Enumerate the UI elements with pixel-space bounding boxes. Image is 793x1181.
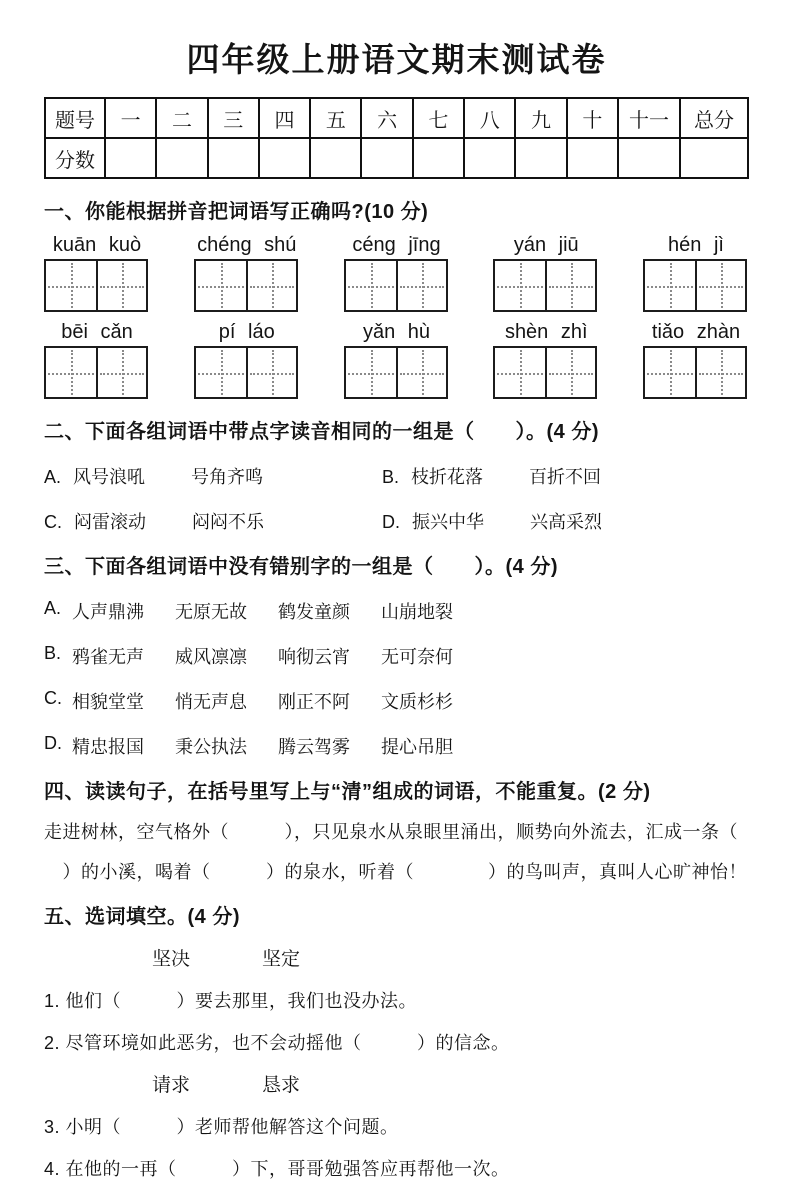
tianzige-cell bbox=[545, 261, 595, 310]
score-table-header-cell: 总分 bbox=[680, 98, 748, 138]
pinyin-label: kuān kuò bbox=[52, 234, 142, 256]
score-table-header-row bbox=[45, 98, 748, 138]
score-table-score-row bbox=[45, 138, 748, 178]
fill-blank-item: 4. 在他的一再（ ）下，哥哥勉强答应再帮他一次。 bbox=[44, 1159, 510, 1179]
option-word: 精忠报国 bbox=[72, 737, 144, 757]
tianzige-cell bbox=[645, 261, 695, 310]
option-word: 兴高采烈 bbox=[530, 512, 602, 532]
tianzige-cell bbox=[495, 261, 545, 310]
word-bank-item: 请求 bbox=[152, 1075, 191, 1096]
tianzige-cell bbox=[396, 348, 446, 397]
pinyin-label: hén jì bbox=[668, 234, 724, 256]
option-letter: B. bbox=[382, 467, 400, 487]
score-cell bbox=[259, 138, 310, 178]
pinyin-label: shèn zhì bbox=[504, 321, 588, 343]
option-word: 威风凛凛 bbox=[175, 647, 247, 667]
option-word: 秉公执法 bbox=[175, 737, 247, 757]
word-bank-item: 坚定 bbox=[262, 949, 301, 970]
tianzige-cell bbox=[246, 261, 296, 310]
score-table-header-cell: 十一 bbox=[618, 98, 680, 138]
word-bank-2 bbox=[152, 1070, 749, 1097]
fill-blank-sentence: 走进树林，空气格外（ ），只见泉水从泉眼里涌出，顺势向外流去，汇成一条（ bbox=[44, 822, 738, 842]
pinyin-label: chéng shú bbox=[197, 234, 297, 256]
option-item-a bbox=[44, 463, 382, 489]
option-word: 山崩地裂 bbox=[381, 602, 453, 622]
tianzige-cell bbox=[346, 348, 396, 397]
option-item-b bbox=[382, 463, 749, 489]
tianzige-cell bbox=[695, 261, 745, 310]
score-table-header-cell: 九 bbox=[515, 98, 566, 138]
section-4-heading: 四、读读句子，在括号里写上与“清”组成的词语，不能重复。(2 分) bbox=[44, 781, 651, 803]
tianzige-grid bbox=[493, 259, 597, 312]
option-row bbox=[44, 733, 749, 759]
option-word: 百折不回 bbox=[529, 467, 602, 487]
score-cell bbox=[310, 138, 361, 178]
score-table bbox=[44, 97, 749, 179]
pinyin-word-group bbox=[344, 321, 450, 399]
pinyin-word-group bbox=[493, 234, 599, 312]
option-row bbox=[44, 643, 749, 669]
pinyin-label: tiǎo zhàn bbox=[651, 321, 741, 343]
pinyin-label: yán jiū bbox=[513, 234, 579, 256]
pinyin-label: bēi cǎn bbox=[61, 321, 133, 343]
tianzige-grid bbox=[44, 259, 148, 312]
option-letter: C. bbox=[44, 688, 62, 708]
option-word: 腾云驾雾 bbox=[278, 737, 350, 757]
word-bank-item: 坚决 bbox=[152, 949, 191, 970]
tianzige-cell bbox=[196, 261, 246, 310]
score-table-header-cell: 六 bbox=[361, 98, 412, 138]
tianzige-cell bbox=[396, 261, 446, 310]
option-letter: A. bbox=[44, 467, 62, 487]
section-1-heading: 一、你能根据拼音把词语写正确吗?(10 分) bbox=[44, 201, 429, 223]
score-table-header-cell: 八 bbox=[464, 98, 515, 138]
score-cell bbox=[105, 138, 156, 178]
pinyin-word-group bbox=[344, 234, 450, 312]
tianzige-cell bbox=[695, 348, 745, 397]
pinyin-word-group bbox=[643, 234, 749, 312]
section-3-heading: 三、下面各组词语中没有错别字的一组是（ ）。(4 分) bbox=[44, 556, 558, 578]
tianzige-grid bbox=[344, 346, 448, 399]
score-table-header-cell: 三 bbox=[208, 98, 259, 138]
pinyin-word-group bbox=[493, 321, 599, 399]
tianzige-cell bbox=[246, 348, 296, 397]
option-word: 响彻云宵 bbox=[278, 647, 350, 667]
tianzige-cell bbox=[46, 261, 96, 310]
tianzige-grid bbox=[194, 346, 298, 399]
option-item-d bbox=[382, 508, 749, 534]
option-letter: C. bbox=[44, 512, 62, 532]
score-cell bbox=[567, 138, 618, 178]
pinyin-label: céng jīng bbox=[352, 234, 441, 256]
pinyin-label: pí láo bbox=[218, 321, 275, 343]
option-word: 闷闷不乐 bbox=[192, 512, 264, 532]
option-word: 人声鼎沸 bbox=[72, 602, 144, 622]
option-row bbox=[44, 598, 749, 624]
pinyin-row-1 bbox=[44, 234, 749, 312]
fill-blank-sentence: ）的小溪，喝着（ ）的泉水，听着（ ）的鸟叫声，真叫人心旷神怡！ bbox=[44, 862, 747, 882]
score-table-header-cell: 题号 bbox=[45, 98, 105, 138]
tianzige-grid bbox=[643, 346, 747, 399]
option-word: 悄无声息 bbox=[175, 692, 247, 712]
tianzige-cell bbox=[196, 348, 246, 397]
score-row-label: 分数 bbox=[45, 138, 105, 178]
section-2-heading: 二、下面各组词语中带点字读音相同的一组是（ ）。(4 分) bbox=[44, 421, 599, 443]
pinyin-word-group bbox=[194, 321, 300, 399]
page-title: 四年级上册语文期末测试卷 bbox=[186, 41, 607, 78]
option-word: 文质杉杉 bbox=[381, 692, 453, 712]
tianzige-cell bbox=[46, 348, 96, 397]
pinyin-word-group bbox=[643, 321, 749, 399]
fill-blank-item: 3. 小明（ ）老师帮他解答这个问题。 bbox=[44, 1117, 399, 1137]
option-word: 闷雷滚动 bbox=[74, 512, 146, 532]
option-letter: A. bbox=[44, 598, 62, 618]
pinyin-row-2 bbox=[44, 321, 749, 399]
score-cell bbox=[208, 138, 259, 178]
option-item-c bbox=[44, 508, 382, 534]
section-5-heading: 五、选词填空。(4 分) bbox=[44, 906, 240, 928]
option-letter: D. bbox=[44, 733, 62, 753]
option-word: 相貌堂堂 bbox=[72, 692, 144, 712]
score-table-header-cell: 七 bbox=[413, 98, 464, 138]
tianzige-cell bbox=[645, 348, 695, 397]
score-table-header-cell: 五 bbox=[310, 98, 361, 138]
tianzige-grid bbox=[643, 259, 747, 312]
fill-blank-item: 2. 尽管环境如此恶劣，也不会动摇他（ ）的信念。 bbox=[44, 1033, 510, 1053]
tianzige-grid bbox=[194, 259, 298, 312]
pinyin-word-group bbox=[194, 234, 300, 312]
word-bank-item: 恳求 bbox=[262, 1075, 301, 1096]
word-bank-1 bbox=[152, 944, 749, 971]
option-word: 风号浪吼 bbox=[73, 467, 146, 487]
tianzige-grid bbox=[493, 346, 597, 399]
score-cell bbox=[156, 138, 207, 178]
score-table-header-cell: 四 bbox=[259, 98, 310, 138]
option-letter: D. bbox=[382, 512, 400, 532]
score-cell bbox=[680, 138, 748, 178]
tianzige-cell bbox=[545, 348, 595, 397]
tianzige-cell bbox=[495, 348, 545, 397]
tianzige-grid bbox=[44, 346, 148, 399]
option-row bbox=[44, 508, 749, 534]
option-word: 鹤发童颜 bbox=[278, 602, 350, 622]
pinyin-word-group bbox=[44, 321, 150, 399]
option-word: 刚正不阿 bbox=[278, 692, 350, 712]
fill-blank-item: 1. 他们（ ）要去那里，我们也没办法。 bbox=[44, 991, 418, 1011]
option-letter: B. bbox=[44, 643, 62, 663]
tianzige-cell bbox=[346, 261, 396, 310]
score-cell bbox=[413, 138, 464, 178]
tianzige-cell bbox=[96, 261, 146, 310]
score-table-header-cell: 十 bbox=[567, 98, 618, 138]
option-word: 枝折花落 bbox=[411, 467, 484, 487]
option-row bbox=[44, 688, 749, 714]
score-table-header-cell: 二 bbox=[156, 98, 207, 138]
score-cell bbox=[464, 138, 515, 178]
score-cell bbox=[515, 138, 566, 178]
option-row bbox=[44, 463, 749, 489]
option-word: 振兴中华 bbox=[412, 512, 484, 532]
score-table-header-cell: 一 bbox=[105, 98, 156, 138]
option-word: 鸦雀无声 bbox=[72, 647, 144, 667]
option-word: 提心吊胆 bbox=[381, 737, 453, 757]
option-word: 号角齐鸣 bbox=[191, 467, 264, 487]
score-cell bbox=[618, 138, 680, 178]
tianzige-cell bbox=[96, 348, 146, 397]
option-word: 无原无故 bbox=[175, 602, 247, 622]
score-cell bbox=[361, 138, 412, 178]
option-word: 无可奈何 bbox=[381, 647, 453, 667]
pinyin-word-group bbox=[44, 234, 150, 312]
tianzige-grid bbox=[344, 259, 448, 312]
pinyin-label: yǎn hù bbox=[362, 321, 431, 343]
